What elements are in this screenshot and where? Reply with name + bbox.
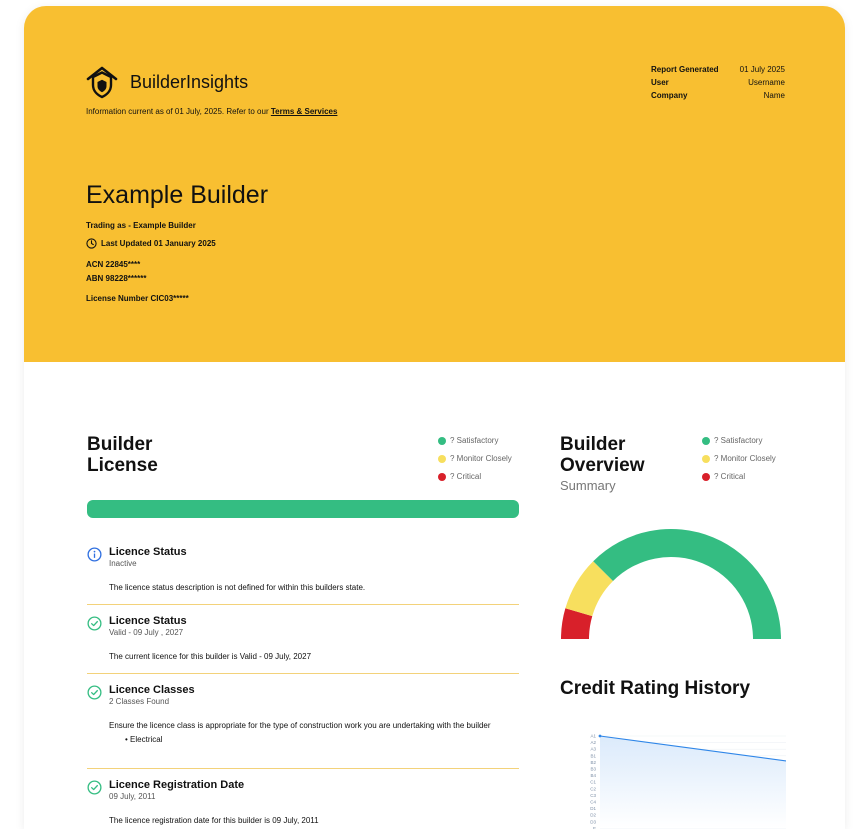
license-title-line2: License	[87, 455, 158, 476]
brand	[84, 64, 248, 100]
legend-item-critical	[702, 472, 776, 481]
info-line	[86, 107, 337, 116]
license-status-bar	[87, 500, 519, 518]
legend-item-critical	[438, 472, 512, 481]
y-tick-label: B2	[590, 759, 596, 765]
divider	[87, 673, 519, 674]
overview-legend	[702, 436, 776, 490]
yellow-dot-icon	[438, 455, 446, 463]
item-subtitle: Valid - 09 July , 2027	[109, 628, 184, 637]
report-meta	[651, 65, 785, 104]
licence-item-classes	[87, 684, 519, 744]
green-dot-icon	[438, 437, 446, 445]
legend-item-satisfactory	[702, 436, 776, 445]
legend-label: ? Critical	[450, 472, 482, 481]
legend-label: ? Monitor Closely	[714, 454, 776, 463]
licence-class-list: • Electrical	[125, 735, 163, 744]
legend-label: ? Satisfactory	[450, 436, 499, 445]
item-description: The licence status description is not defined for within this builders state.	[109, 583, 366, 592]
meta-value: Username	[748, 78, 785, 87]
acn: ACN 22845****	[86, 260, 141, 269]
meta-row-user	[651, 78, 785, 87]
item-title: Licence Registration Date	[109, 779, 245, 791]
item-subtitle: Inactive	[109, 559, 137, 568]
license-number: License Number CIC03*****	[86, 294, 189, 303]
overview-title-line2: Overview	[560, 455, 645, 476]
meta-row-company	[651, 91, 785, 100]
builder-name: Example Builder	[86, 181, 269, 209]
y-tick-label: D2	[590, 812, 596, 818]
item-subtitle: 2 Classes Found	[109, 697, 170, 706]
y-tick-label: A3	[590, 746, 596, 752]
legend-label: ? Satisfactory	[714, 436, 763, 445]
red-dot-icon	[702, 473, 710, 481]
y-tick-label: B1	[590, 753, 596, 759]
y-tick-label: C2	[590, 786, 596, 792]
report-header	[24, 6, 845, 362]
licence-item-status-valid	[87, 615, 519, 664]
licence-item-registration-date	[87, 779, 519, 828]
y-tick-label: B4	[590, 773, 596, 779]
overview-title-line1: Builder	[560, 434, 626, 455]
green-dot-icon	[702, 437, 710, 445]
overview-gauge	[558, 521, 784, 643]
info-text: Information current as of 01 July, 2025. Refer to our	[86, 107, 269, 116]
overview-summary: Summary	[560, 478, 616, 493]
overview-section-title	[560, 434, 645, 476]
item-subtitle: 09 July, 2011	[109, 792, 156, 801]
gauge-segment-satisfactory	[593, 529, 781, 639]
credit-area	[600, 736, 786, 828]
y-tick-label: C3	[590, 792, 596, 798]
licence-item-status-inactive	[87, 546, 519, 595]
divider	[87, 768, 519, 769]
license-title-line1: Builder	[87, 434, 153, 455]
legend-item-satisfactory	[438, 436, 512, 445]
license-legend	[438, 436, 512, 490]
info-circle-icon	[87, 547, 102, 562]
y-tick-label: D3	[590, 819, 596, 825]
credit-point	[599, 735, 602, 738]
house-shield-icon	[84, 64, 120, 100]
license-section-title	[87, 434, 158, 476]
brand-name: BuilderInsights	[130, 71, 249, 92]
item-title: Licence Classes	[109, 684, 195, 696]
check-circle-icon	[87, 616, 102, 631]
meta-value: 01 July 2025	[739, 65, 785, 74]
trading-as: Trading as - Example Builder	[86, 221, 196, 230]
credit-rating-title: Credit Rating History	[560, 678, 751, 699]
meta-key: User	[651, 78, 669, 87]
legend-item-monitor	[438, 454, 512, 463]
check-circle-icon	[87, 780, 102, 795]
credit-rating-chart	[560, 722, 786, 829]
legend-label: ? Monitor Closely	[450, 454, 512, 463]
legend-item-monitor	[702, 454, 776, 463]
y-tick-label: D1	[590, 806, 596, 812]
item-title: Licence Status	[109, 546, 187, 558]
item-title: Licence Status	[109, 615, 187, 627]
meta-key: Company	[651, 91, 688, 100]
legend-label: ? Critical	[714, 472, 746, 481]
meta-key: Report Generated	[651, 65, 719, 74]
divider	[87, 604, 519, 605]
licence-class-item: Electrical	[130, 735, 163, 744]
item-description: The licence registration date for this builder is 09 July, 2011	[109, 816, 319, 825]
abn: ABN 98228******	[86, 274, 147, 283]
item-description: Ensure the licence class is appropriate for the type of construction work you are undertaking with the builder	[109, 721, 491, 730]
y-tick-label: E	[592, 825, 596, 829]
meta-row-report-generated	[651, 65, 785, 74]
y-tick-label: C1	[590, 779, 596, 785]
terms-link[interactable]: Terms & Services	[270, 107, 338, 116]
y-tick-label: A1	[590, 733, 596, 739]
last-updated	[86, 238, 216, 249]
yellow-dot-icon	[702, 455, 710, 463]
check-circle-icon	[87, 685, 102, 700]
y-tick-label: B3	[590, 766, 596, 772]
red-dot-icon	[438, 473, 446, 481]
meta-value: Name	[763, 91, 785, 100]
last-updated-text: Last Updated 01 January 2025	[101, 239, 216, 248]
item-description: The current licence for this builder is Valid - 09 July, 2027	[109, 652, 312, 661]
y-tick-label: C4	[590, 799, 596, 805]
clock-icon	[86, 238, 97, 249]
y-tick-label: A2	[590, 740, 596, 746]
report-card	[24, 6, 845, 829]
